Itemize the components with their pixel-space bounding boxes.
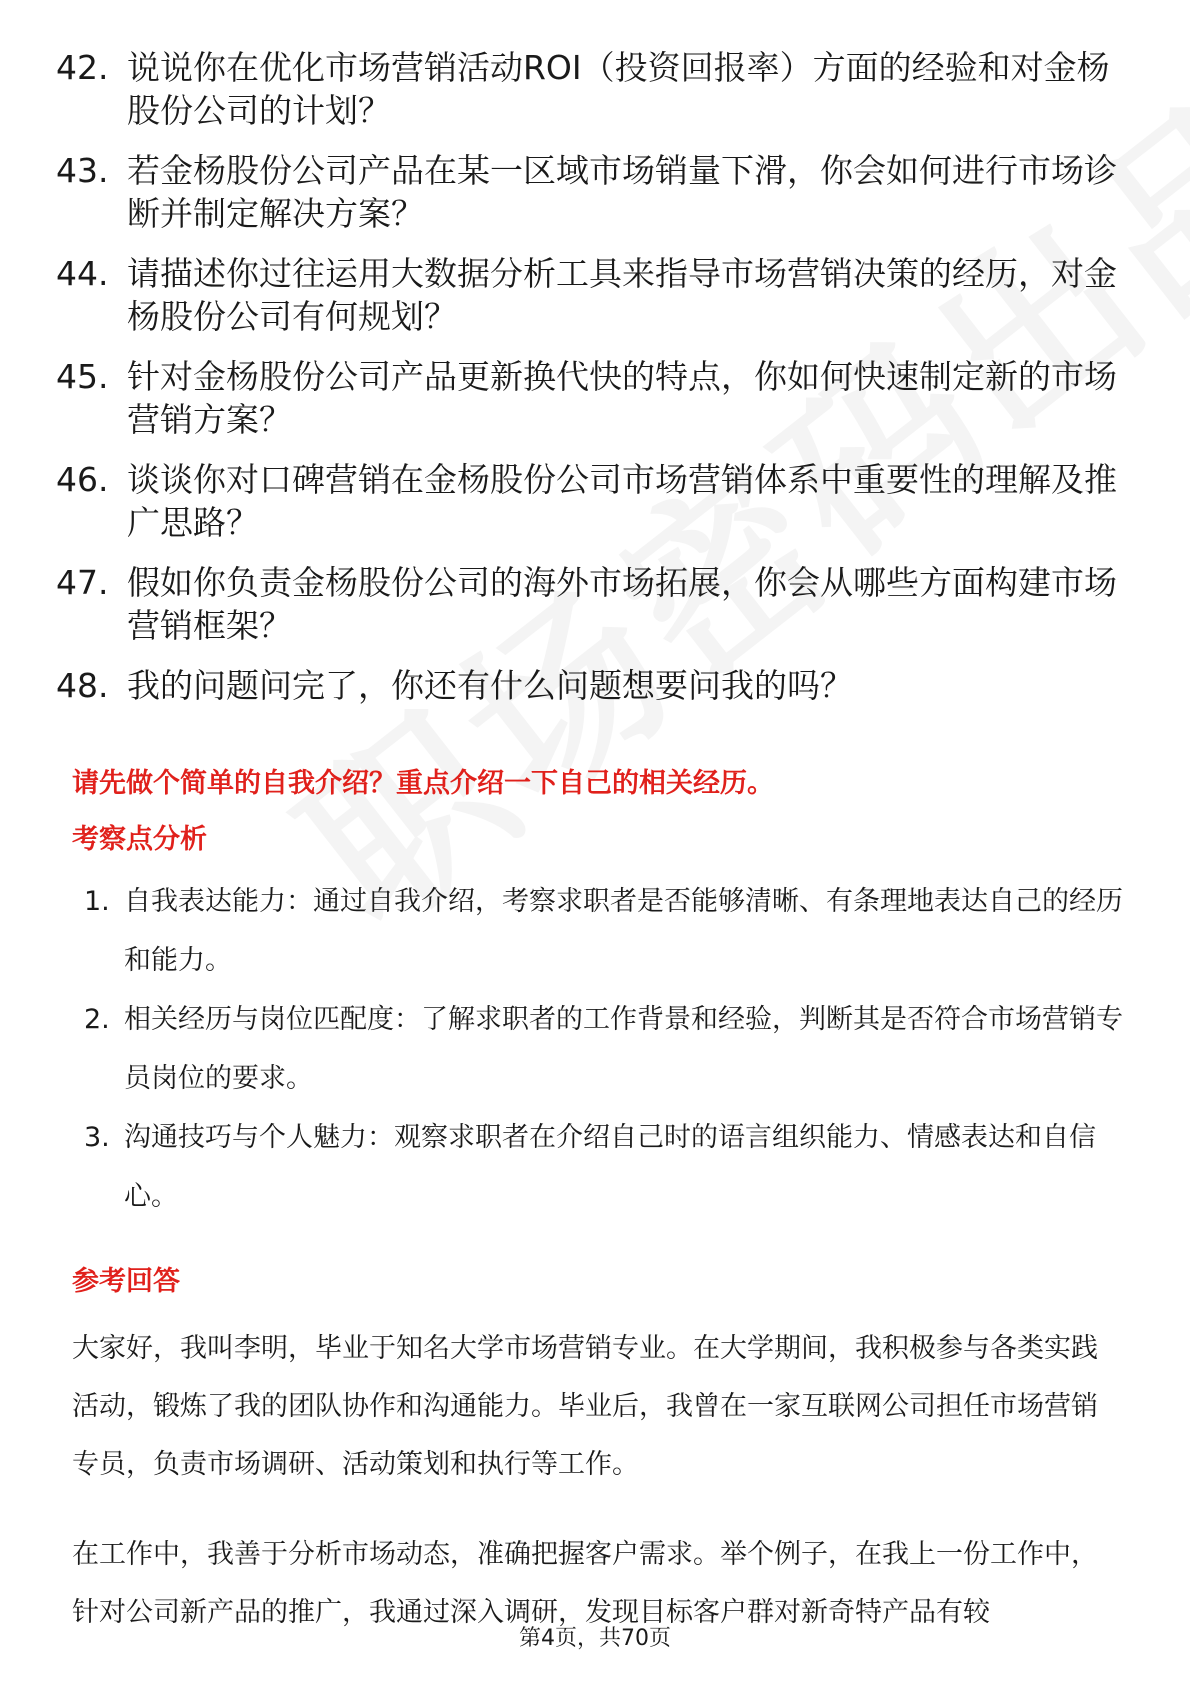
question-number: 46. xyxy=(56,460,109,499)
question-text: 说说你在优化市场营销活动ROI（投资回报率）方面的经验和对金杨股份公司的计划？ xyxy=(127,48,1110,130)
question-text: 谈谈你对口碑营销在金杨股份公司市场营销体系中重要性的理解及推广思路？ xyxy=(127,460,1117,542)
question-item xyxy=(56,149,1126,235)
question-item xyxy=(56,355,1126,441)
question-number: 43. xyxy=(56,151,109,190)
analysis-item xyxy=(84,990,1124,1108)
answer-paragraph: 大家好，我叫李明，毕业于知名大学市场营销专业。在大学期间，我积极参与各类实践活动，锻炼了我的团队协作和沟通能力。毕业后，我曾在一家互联网公司担任市场营销专员，负责市场调研、活动策划和执行等工作。 xyxy=(72,1333,1098,1480)
analysis-number: 1. xyxy=(84,886,110,917)
answer-heading: 参考回答 xyxy=(72,1266,180,1297)
question-item xyxy=(56,561,1126,647)
question-number: 47. xyxy=(56,563,109,602)
analysis-number: 3. xyxy=(84,1122,110,1153)
question-number: 44. xyxy=(56,254,109,293)
analysis-number: 2. xyxy=(84,1004,110,1035)
analysis-text: 相关经历与岗位匹配度：了解求职者的工作背景和经验，判断其是否符合市场营销专员岗位的要求。 xyxy=(124,1004,1123,1094)
question-text: 请描述你过往运用大数据分析工具来指导市场营销决策的经历，对金杨股份公司有何规划？ xyxy=(127,254,1117,336)
question-text: 我的问题问完了，你还有什么问题想要问我的吗？ xyxy=(127,666,853,705)
question-item xyxy=(56,458,1126,544)
page-number-footer: 第4页，共70页 xyxy=(519,1626,671,1651)
analysis-text: 自我表达能力：通过自我介绍，考察求职者是否能够清晰、有条理地表达自己的经历和能力。 xyxy=(124,886,1123,976)
question-text: 若金杨股份公司产品在某一区域市场销量下滑，你会如何进行市场诊断并制定解决方案？ xyxy=(127,151,1117,233)
question-item xyxy=(56,46,1126,132)
section-question-heading: 请先做个简单的自我介绍？重点介绍一下自己的相关经历。 xyxy=(72,768,774,799)
analysis-item xyxy=(84,872,1124,990)
question-number: 45. xyxy=(56,357,109,396)
answer-paragraph: 在工作中，我善于分析市场动态，准确把握客户需求。举个例子，在我上一份工作中，针对公司新产品的推广，我通过深入调研，发现目标客户群对新奇特产品有较 xyxy=(72,1539,1098,1628)
question-item xyxy=(56,252,1126,338)
analysis-item xyxy=(84,1108,1124,1226)
analysis-text: 沟通技巧与个人魅力：观察求职者在介绍自己时的语言组织能力、情感表达和自信心。 xyxy=(124,1122,1096,1212)
question-number: 42. xyxy=(56,48,109,87)
question-text: 假如你负责金杨股份公司的海外市场拓展，你会从哪些方面构建市场营销框架？ xyxy=(127,563,1117,645)
question-text: 针对金杨股份公司产品更新换代快的特点，你如何快速制定新的市场营销方案？ xyxy=(127,357,1117,439)
analysis-heading: 考察点分析 xyxy=(72,824,207,855)
question-number: 48. xyxy=(56,666,109,705)
question-item xyxy=(56,664,1126,707)
analysis-list xyxy=(84,872,1124,1226)
question-list xyxy=(56,46,1126,724)
